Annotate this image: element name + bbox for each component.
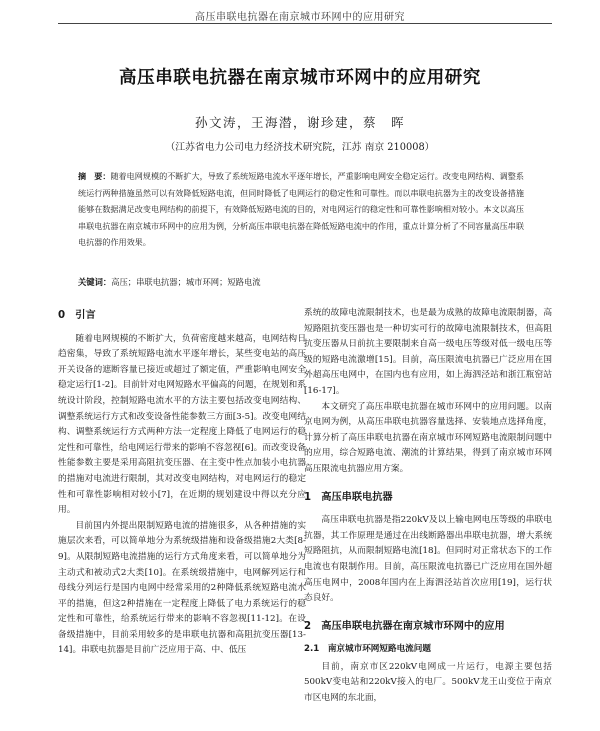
paragraph: 本文研究了高压串联电抗器在城市环网中的应用问题。以南京电网为例，从高压串联电抗器容量选择、安装地点选择角度，计算分析了高压串联电抗器在南京城市环网短路电流限制问题中的应用，综合短路电流、潮流的计算结果，得到了南京城市环网高压限流电抗器应用方案。 (304, 401, 552, 474)
paper-title: 高压串联电抗器在南京城市环网中的应用研究 (119, 68, 481, 88)
subsection-heading-2-1: 2.1 南京城市环网短路电流问题 (304, 644, 431, 655)
right-column (304, 306, 552, 707)
section-heading-intro: 0 引言 (58, 310, 96, 321)
abstract-label: 摘 要： (78, 171, 111, 181)
paragraph: 随着电网规模的不断扩大，负荷密度越来越高，电网结构日趋密集，导致了系统短路电流水平逐年增长，某些变电站的高压开关设备的遮断容量已接近或超过了额定值，严重影响电网安全稳定运行[1-2]。目前针对电网短路水平偏高的问题，在规划和系统设计阶段，控制短路电流水平的方法主要包括改变电网结构、调整系统运行方式和改变设备性能参数三方面[3-5]。改变电网结构、调整系统运行方式两种方法一定程度上降低了电网运行的稳定性和可靠性，给电网运行带来的影响不容忽视[6]。而改变设备性能参数主要是采用高阻抗变压器、在主变中性点加装小电抗器的措施对电流进行限制，其对改变电网结构，对电网运行的稳定性和可靠性影响相对较小[7]，在近期的规划建设中得以充分应用。 (58, 333, 306, 516)
section-heading-2: 2 高压串联电抗器在南京城市环网中的应用 (304, 620, 505, 632)
paragraph: 系统的故障电流限制技术，也是最为成熟的故障电流限制器，高短路阻抗变压器也是一种切实可行的故障电流限制技术，但高阻抗变压器从日前抗主要限制来自高一级电压等级对低一级电压等级的短路电流激增[15]。目前，高压限流电抗器已广泛应用在国外超高压电网中，在国内也有应用，如上海泗泾站和浙江瓶窑站[16-17]。 (304, 308, 552, 396)
left-column (58, 306, 306, 659)
keywords (78, 276, 524, 288)
paragraph: 目前国内外提出限制短路电流的措施很多，从各种措施的实施层次来看，可以简单地分为系统级措施和设备级措施2大类[8-9]。从限制短路电流措施的运行方式角度来看，可以简单地分为主动式和被动式2大类[10]。在系统级措施中，电网解列运行和母线分列运行是国内电网中经常采用的2种降低系统短路电流水平的措施，但这2种措施在一定程度上降低了电力系统运行的稳定性和可靠性，给系统运行带来的影响不容忽视[11-12]。在设备级措施中，目前采用较多的是串联电抗器和高阻抗变压器[13-14]。串联电抗器是目前广泛应用于高、中、低压 (58, 520, 306, 656)
affiliation: （江苏省电力公司电力经济技术研究院，江苏 南京 210008） (165, 142, 435, 153)
paragraph: 高压串联电抗器是指220kV及以上输电网电压等级的串联电抗器，其工作原理是通过在出线断路器出串联电抗器，增大系统短路阻抗，从而限制短路电流[18]。但同时对正常状态下的工作电流也有限制作用。目前，高压限流电抗器已广泛应用在国外超高压电网中，2008年国内在上海泗泾站首次应用[19]，运行状态良好。 (304, 515, 552, 604)
keywords-text: 高压；串联电抗器；城市环网；短路电流 (111, 277, 261, 287)
authors: 孙文涛，王海潜，谢珍建，蔡 晖 (194, 115, 405, 130)
header-rule (58, 23, 552, 24)
running-header: 高压串联电抗器在南京城市环网中的应用研究 (195, 12, 405, 23)
keywords-label: 关键词： (78, 277, 112, 287)
paragraph: 目前，南京市区220kV电网成一片运行，电源主要包括500kV变电站和220kV接入的电厂。500kV龙王山变位于南京市区电网的东北面， (304, 661, 552, 704)
abstract-text: 随着电网规模的不断扩大，导致了系统短路电流水平逐年增长，严重影响电网安全稳定运行。改变电网结构、调整系统运行两种措施虽然可以有效降低短路电流，但同时降低了电网运行的稳定性和可靠性。而以串联电抗器为主的改变设备措施能够在数据满足改变电网结构的前提下，有效降低短路电流的目的，对电网运行的稳定性和可靠性影响相对较小。本文以高压串联电抗器在南京城市环网中的应用为例，分析高压串联电抗器在降低短路电流中的作用，重点计算分析了不同容量高压串联电抗器的作用效果。 (78, 171, 524, 248)
abstract (78, 168, 524, 251)
section-heading-1: 1 高压串联电抗器 (304, 491, 393, 503)
